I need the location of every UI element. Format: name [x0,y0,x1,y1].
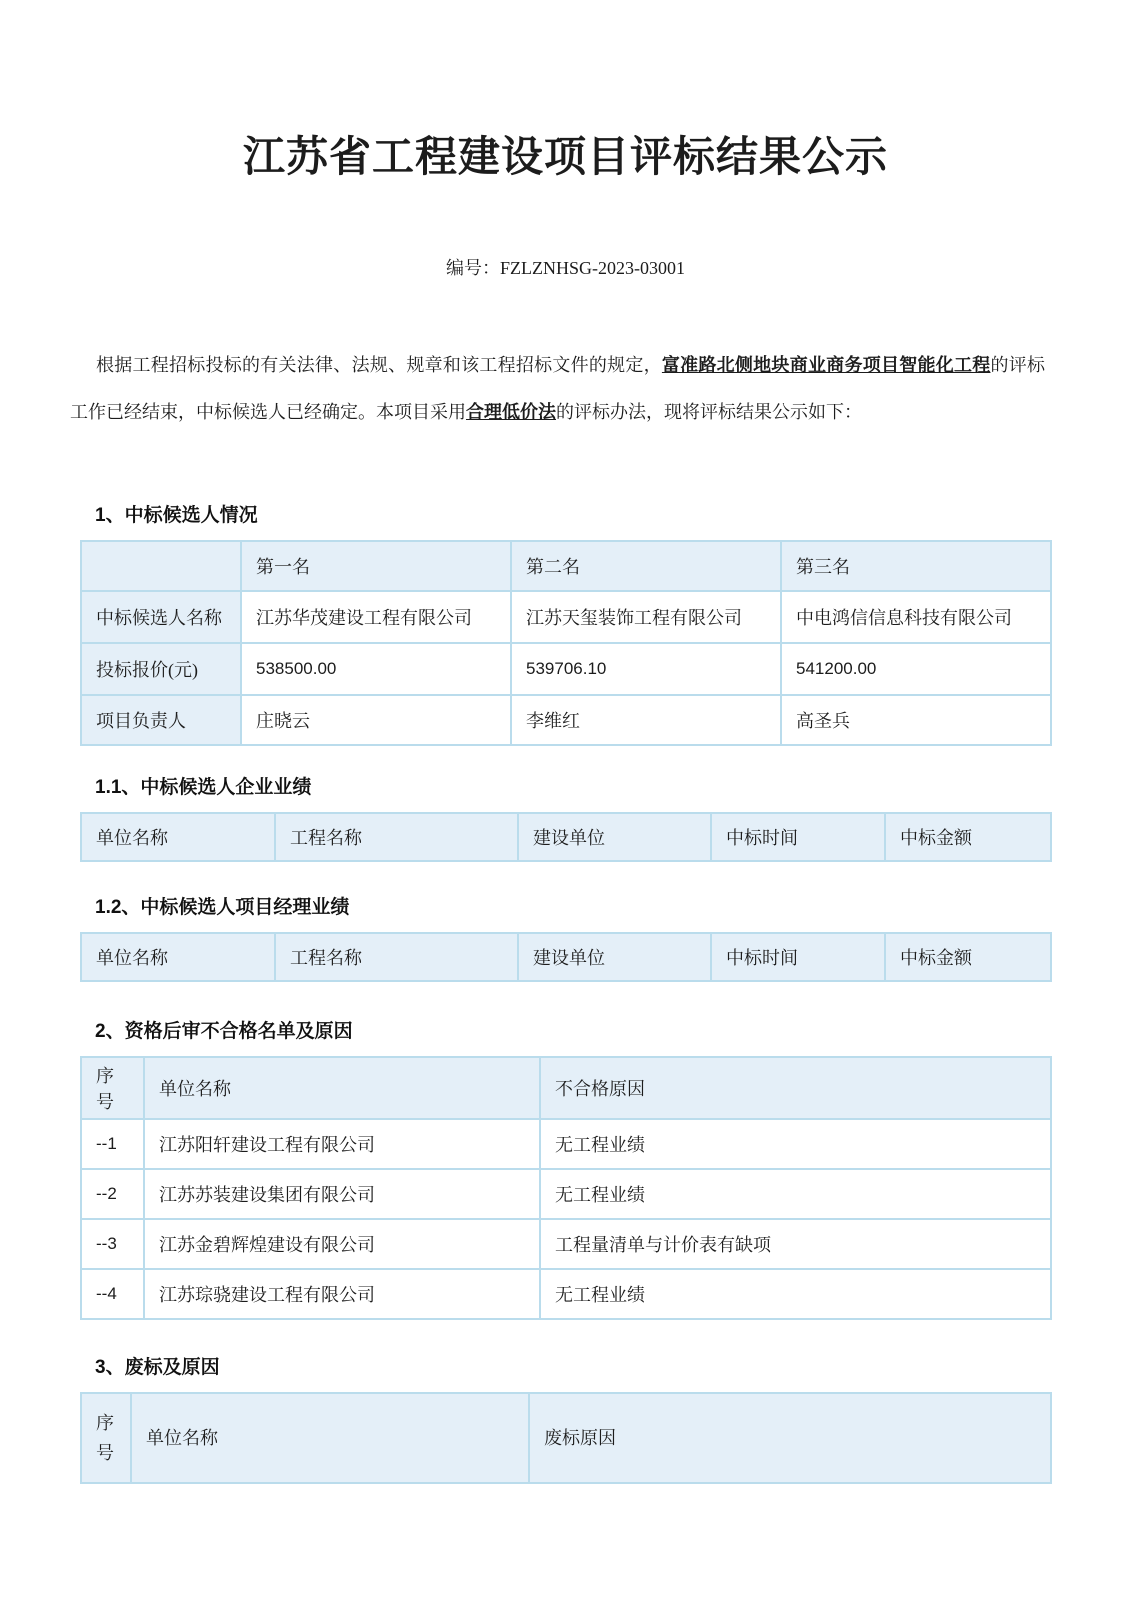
header-unit-name: 单位名称 [131,1393,529,1483]
project-manager-cell: 庄晓云 [241,695,511,745]
candidate-name-cell: 江苏天玺装饰工程有限公司 [511,591,781,643]
header-disqualification-reason: 不合格原因 [540,1057,1051,1119]
serial-number-cell: --4 [81,1269,144,1319]
candidates-header-third-place: 第三名 [781,541,1051,591]
intro-text: 根据工程招标投标的有关法律、法规、规章和该工程招标文件的规定， [96,355,662,375]
reason-cell: 工程量清单与计价表有缺项 [540,1219,1051,1269]
rejected-bids-table [80,1392,1052,1484]
bid-price-row [81,643,1051,695]
candidate-name-row [81,591,1051,643]
enterprise-performance-header-row [81,813,1051,861]
header-project-name: 工程名称 [275,933,518,981]
header-serial-number: 序号 [81,1393,131,1483]
header-project-name: 工程名称 [275,813,518,861]
candidates-header-second-place: 第二名 [511,541,781,591]
header-unit-name: 单位名称 [81,813,275,861]
header-award-time: 中标时间 [711,813,885,861]
intro-text: 的评标工作已经结束，中标候选人已经确定。本项目采用 [70,355,1046,422]
reason-cell: 无工程业绩 [540,1119,1051,1169]
doc-number [0,254,1131,280]
project-name-emphasis: 富准路北侧地块商业商务项目智能化工程 [661,355,991,375]
section-1-2-heading: 1.2、中标候选人项目经理业绩 [95,897,350,918]
evaluation-method-emphasis: 合理低价法 [466,402,556,422]
candidates-header-first-place: 第一名 [241,541,511,591]
row-label: 中标候选人名称 [81,591,241,643]
project-manager-cell: 李维红 [511,695,781,745]
header-award-time: 中标时间 [711,933,885,981]
serial-number-cell: --3 [81,1219,144,1269]
intro-paragraph [70,342,1045,436]
unit-name-cell: 江苏苏装建设集团有限公司 [144,1169,540,1219]
candidates-header-empty-cell [81,541,241,591]
pm-performance-table [80,932,1052,982]
serial-number-cell: --2 [81,1169,144,1219]
header-serial-number: 序号 [81,1057,144,1119]
doc-number-value: FZLZNHSG-2023-03001 [500,258,685,278]
intro-text: 的评标办法，现将评标结果公示如下： [556,402,862,422]
disqualified-row [81,1269,1051,1319]
page-title: 江苏省工程建设项目评标结果公示 [242,135,888,181]
project-manager-cell: 高圣兵 [781,695,1051,745]
header-award-amount: 中标金额 [885,813,1051,861]
serial-number-cell: --1 [81,1119,144,1169]
section-2-heading: 2、资格后审不合格名单及原因 [95,1021,353,1042]
disqualified-row [81,1169,1051,1219]
unit-name-cell: 江苏琮骁建设工程有限公司 [144,1269,540,1319]
header-rejection-reason: 废标原因 [529,1393,1051,1483]
section-3-heading: 3、废标及原因 [95,1357,220,1378]
bid-price-cell: 539706.10 [511,643,781,695]
candidate-name-cell: 中电鸿信信息科技有限公司 [781,591,1051,643]
candidates-header-row [81,541,1051,591]
header-unit-name: 单位名称 [144,1057,540,1119]
header-unit-name: 单位名称 [81,933,275,981]
rejected-bids-header-row [81,1393,1051,1483]
disqualified-table [80,1056,1052,1320]
reason-cell: 无工程业绩 [540,1169,1051,1219]
candidates-table [80,540,1052,746]
doc-number-label: 编号： [446,258,500,278]
header-award-amount: 中标金额 [885,933,1051,981]
bid-price-cell: 541200.00 [781,643,1051,695]
pm-performance-header-row [81,933,1051,981]
disqualified-row [81,1119,1051,1169]
section-1-1-heading: 1.1、中标候选人企业业绩 [95,777,312,798]
candidate-name-cell: 江苏华茂建设工程有限公司 [241,591,511,643]
reason-cell: 无工程业绩 [540,1269,1051,1319]
enterprise-performance-table [80,812,1052,862]
row-label: 项目负责人 [81,695,241,745]
bid-price-cell: 538500.00 [241,643,511,695]
disqualified-header-row [81,1057,1051,1119]
section-1-heading: 1、中标候选人情况 [95,505,258,526]
row-label: 投标报价(元) [81,643,241,695]
project-manager-row [81,695,1051,745]
disqualified-row [81,1219,1051,1269]
unit-name-cell: 江苏阳轩建设工程有限公司 [144,1119,540,1169]
header-construction-unit: 建设单位 [518,813,711,861]
header-construction-unit: 建设单位 [518,933,711,981]
unit-name-cell: 江苏金碧辉煌建设有限公司 [144,1219,540,1269]
